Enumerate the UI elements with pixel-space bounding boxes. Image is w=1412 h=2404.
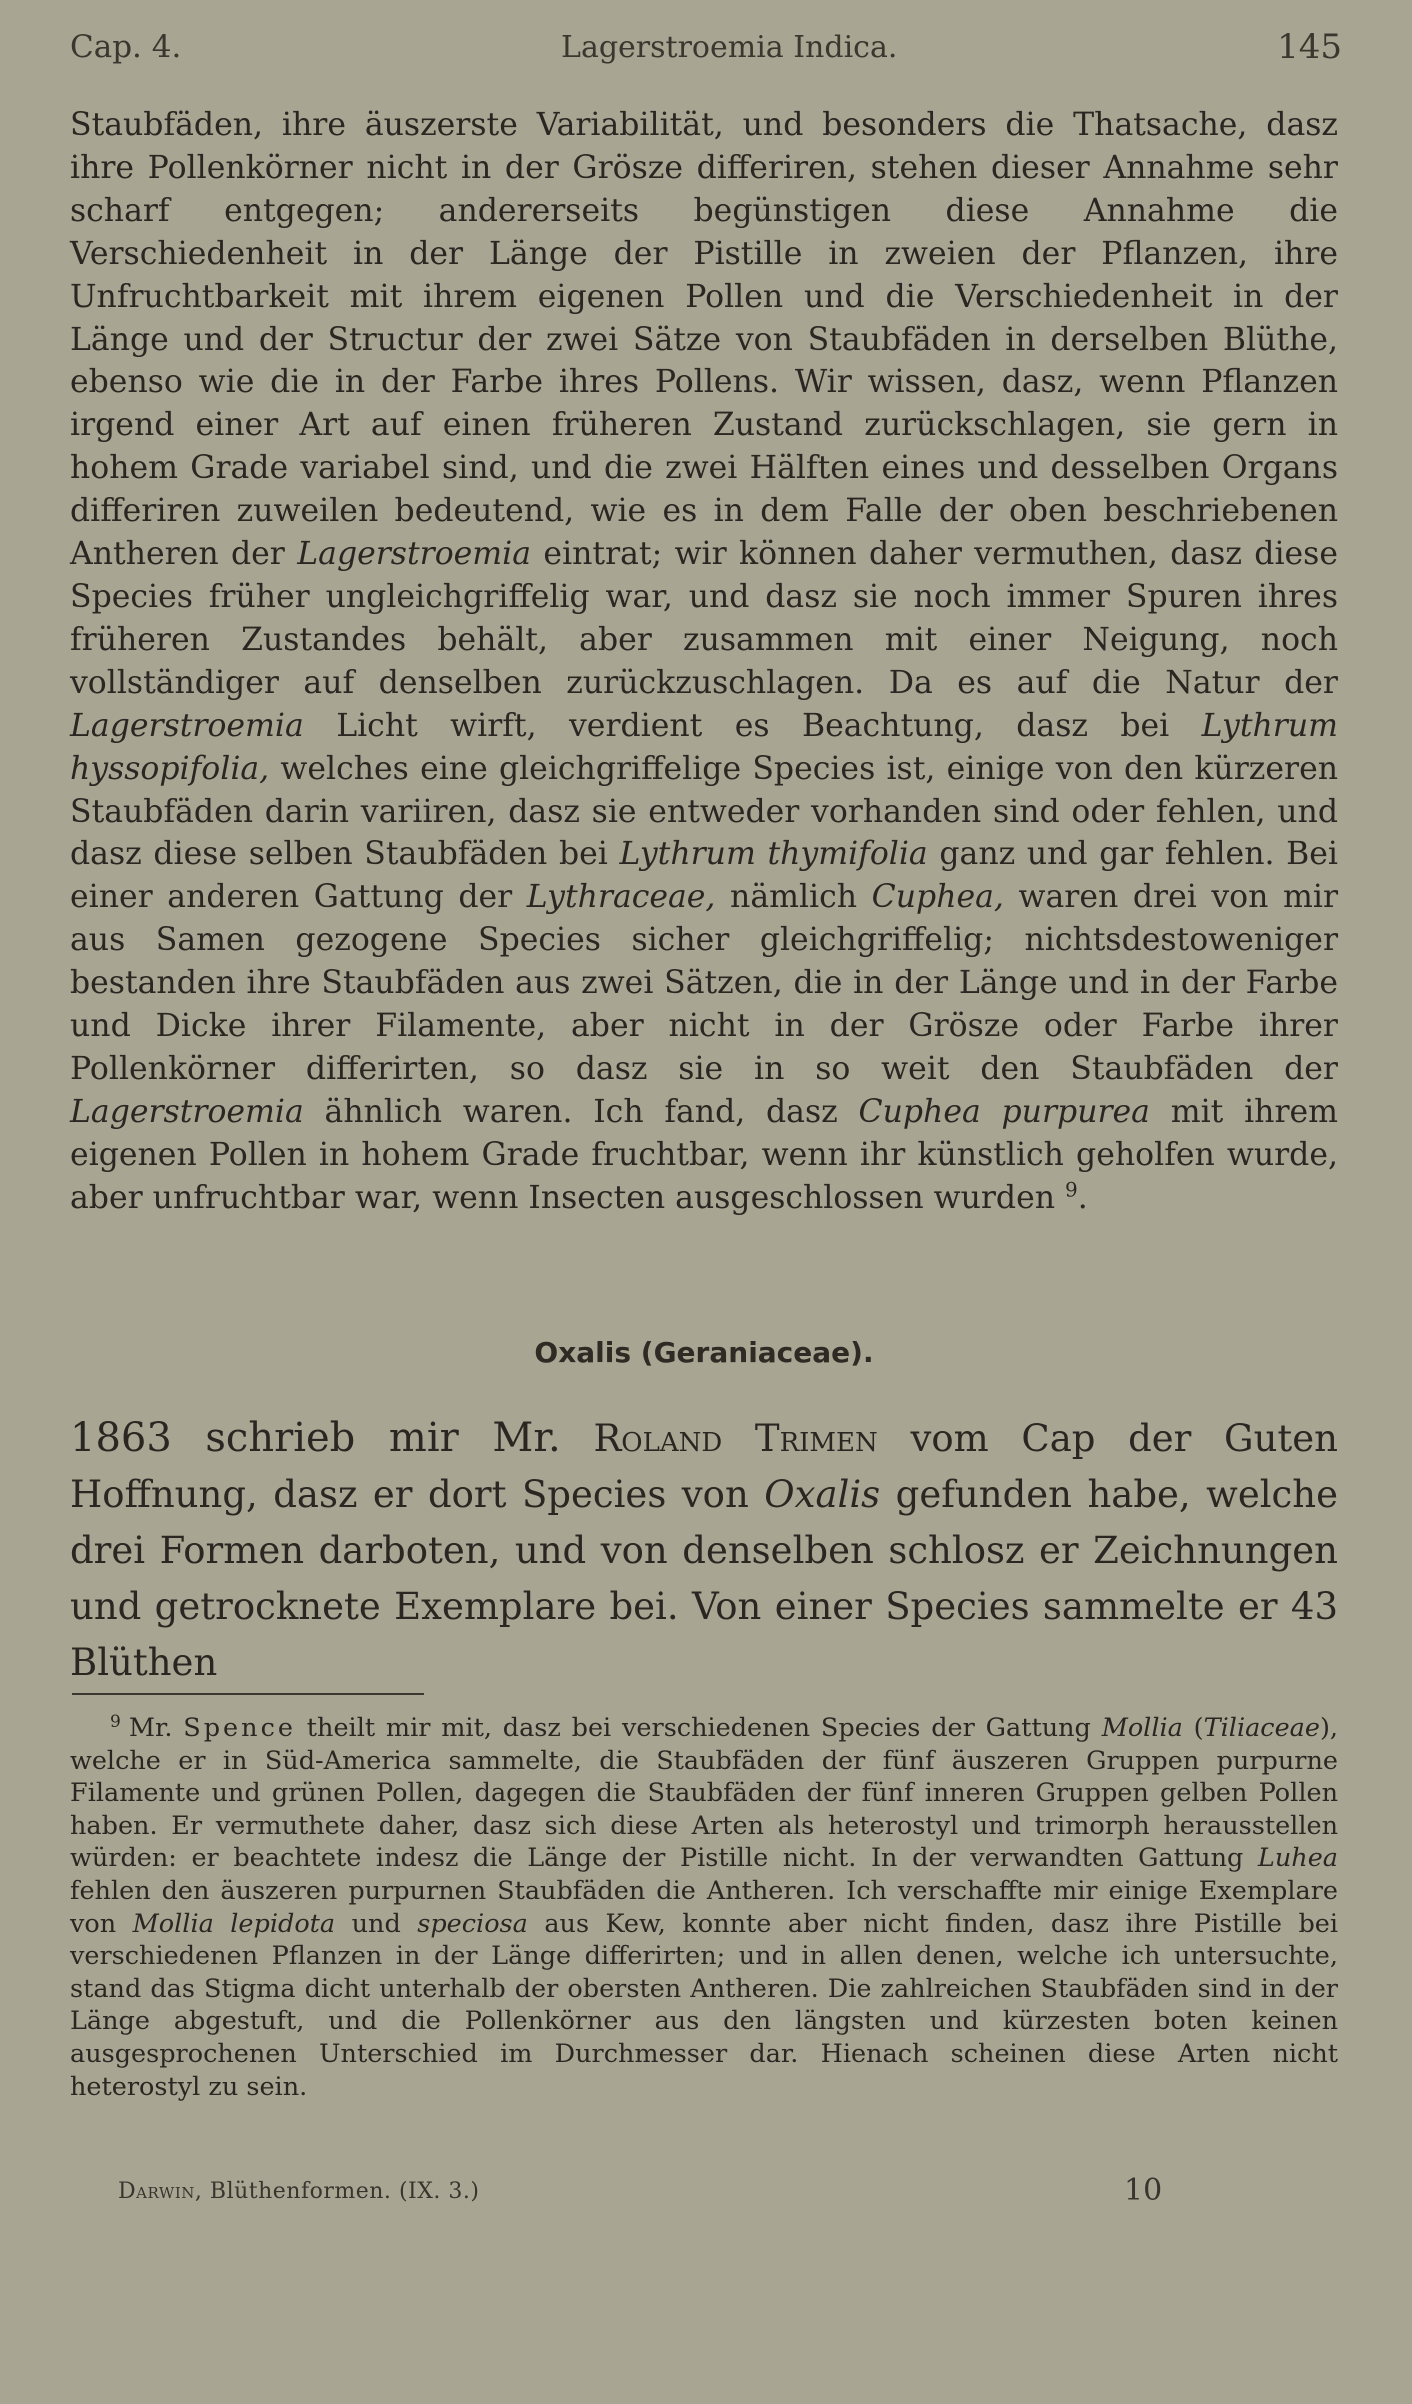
text-run: welches eine gleichgriffelige Species ist, einige von den kürzeren Staubfäden darin variiren, dasz sie entweder vorhanden sind oder fehlen, und dasz diese selben Staubfäden bei	[70, 750, 1338, 873]
text-run: gefunden habe, welche drei Formen darboten, und von denselben schlosz er Zeichnungen und getrocknete Exemplare bei. Von einer Species sammelte er 43 Blüthen	[70, 1473, 1338, 1684]
taxon-name: Luhea	[1257, 1843, 1338, 1874]
text-run: und	[351, 1908, 401, 1939]
paragraph	[70, 104, 1338, 1220]
heading-family: (Geraniaceae).	[640, 1336, 874, 1369]
text-run: nämlich	[730, 879, 858, 916]
running-title: Lagerstroemia Indica.	[561, 29, 898, 65]
main-text	[70, 104, 1338, 1220]
taxon-name: Cuphea purpurea	[858, 1093, 1150, 1130]
section-paragraph	[70, 1410, 1338, 1691]
taxon-name: Tiliaceae	[1203, 1713, 1320, 1743]
text-run: (	[1193, 1713, 1204, 1743]
text-run: waren drei von mir aus Samen gezogene Species sicher gleichgriffelig; nichtsdestoweniger bestanden ihre Staubfäden aus zwei Sätzen, die in der Länge und in der Farbe und Dicke ihrer Filamente, aber nicht in der Grösze oder Farbe ihrer Pollenkörner differirten, so dasz sie in so weit den Staubfäden der	[70, 879, 1339, 1087]
text-run: vom Cap der Guten Hoffnung, dasz er dort Species von	[70, 1417, 1339, 1516]
chapter-label: Cap. 4.	[70, 29, 182, 65]
signature-text	[118, 2179, 479, 2204]
text-run: Mr.	[128, 1713, 173, 1743]
running-head	[70, 22, 1342, 72]
person-name: Roland Trimen	[593, 1417, 878, 1460]
text-run: .	[1077, 1179, 1088, 1216]
author-name: Darwin,	[118, 2179, 203, 2204]
heading-genus: Oxalis	[534, 1336, 632, 1369]
volume-label: (IX. 3.)	[398, 2179, 480, 2204]
taxon-name: Cuphea,	[871, 879, 1004, 916]
taxon-name: speciosa	[417, 1908, 528, 1939]
footnote-reference: 9	[1065, 1177, 1078, 1202]
taxon-name: Mollia	[1101, 1713, 1183, 1743]
text-run: ganz und gar fehlen. Bei einer anderen Gattung der	[70, 836, 1339, 916]
taxon-name: Lagerstroemia	[70, 1093, 304, 1130]
text-run: ähnlich waren. Ich fand, dasz	[324, 1093, 838, 1130]
footnote	[70, 1712, 1338, 2103]
footnote-marker: 9	[110, 1711, 121, 1732]
taxon-name: Lagerstroemia	[70, 707, 304, 744]
text-run: 1863 schrieb mir Mr.	[70, 1415, 561, 1461]
person-name: Spence	[183, 1713, 296, 1743]
taxon-name: Mollia lepidota	[132, 1908, 336, 1939]
taxon-name: Lythrum thymifolia	[619, 836, 928, 873]
signature-line	[118, 2173, 1163, 2219]
taxon-name: Lythrum hyssopifolia,	[70, 707, 1338, 787]
sheet-number: 10	[1124, 2173, 1163, 2208]
taxon-name: Oxalis	[764, 1473, 881, 1516]
taxon-name: Lythraceae,	[526, 879, 716, 916]
text-run: aus Kew, konnte aber nicht finden, dasz ihre Pistille bei verschiedenen Pflanzen in der Länge differirten; und in allen denen, welche ich untersuchte, stand das Stigma dicht unterhalb der obersten Antheren. Die zahlreichen Staubfäden sind in der Länge abgestuft, und die Pollenkörner aus den längsten und kürzesten boten keinen ausgesprochenen Unterschied im Durchmesser dar. Hienach scheinen diese Arten nicht heterostyl zu sein.	[70, 1908, 1339, 2102]
text-run: fehlen den äuszeren purpurnen Staubfäden die Antheren. Ich verschaffte mir einige Exemplare von	[70, 1875, 1338, 1939]
footnote-rule	[72, 1693, 424, 1695]
text-run: eintrat; wir können daher vermuthen, dasz diese Species früher ungleichgriffelig war, und dasz sie noch immer Spuren ihres früheren Zustandes behält, aber zusammen mit einer Neigung, noch vollständiger auf denselben zurückzuschlagen. Da es auf die Natur der	[70, 536, 1338, 701]
work-title: Blüthenformen.	[209, 2179, 392, 2204]
taxon-name: Lagerstroemia	[297, 536, 532, 573]
text-run: ), welche er in Süd-America sammelte, die Staubfäden der fünf äuszeren Gruppen purpurne Filamente und grünen Pollen, dagegen die Staubfäden der fünf inneren Gruppen gelben Pollen haben. Er vermuthete daher, dasz sich diese Arten als heterostyl und trimorph herausstellen würden: er beachtete indesz die Länge der Pistille nicht. In der verwandten Gattung	[70, 1713, 1339, 1874]
text-run: theilt mir mit, dasz bei verschiedenen Species der Gattung	[306, 1713, 1091, 1743]
section-heading	[70, 1336, 1338, 1369]
page-number: 145	[1277, 27, 1342, 67]
text-run: Licht wirft, verdient es Beachtung, dasz bei	[336, 707, 1170, 744]
text-run: Staubfäden, ihre äuszerste Variabilität, und besonders die Thatsache, dasz ihre Pollenkörner nicht in der Grösze differiren, stehen dieser Annahme sehr scharf entgegen; andererseits begünstigen diese Annahme die Verschiedenheit in der Länge der Pistille in zweien der Pflanzen, ihre Unfruchtbarkeit mit ihrem eigenen Pollen und die Verschiedenheit in der Länge und der Structur der zwei Sätze von Staubfäden in derselben Blüthe, ebenso wie die in der Farbe ihres Pollens. Wir wissen, dasz, wenn Pflanzen irgend einer Art auf einen früheren Zustand zurückschlagen, sie gern in hohem Grade variabel sind, und die zwei Hälften eines und desselben Organs differiren zuweilen bedeutend, wie es in dem Falle der oben beschriebenen Antheren der	[70, 107, 1338, 573]
text-run: mit ihrem eigenen Pollen in hohem Grade fruchtbar, wenn ihr künstlich geholfen wurde, aber unfruchtbar war, wenn Insecten ausgeschlossen wurden	[70, 1093, 1339, 1216]
